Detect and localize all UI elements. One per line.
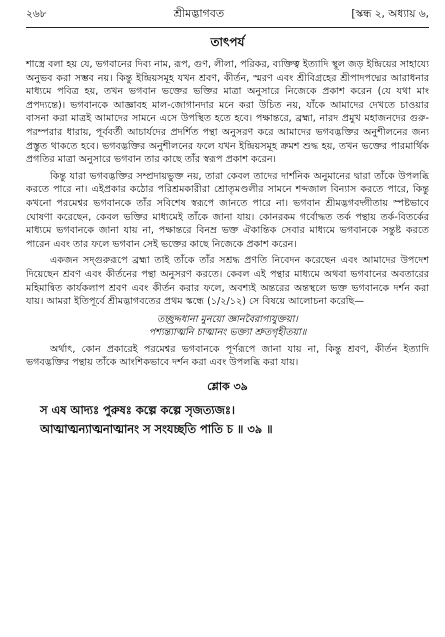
section-title: তাৎপর্য xyxy=(210,35,245,49)
page-header xyxy=(26,0,429,25)
shloka-text xyxy=(40,401,429,439)
chapter-reference: [স্কন্ধ ২, অধ্যায় ৬, xyxy=(351,8,429,20)
quoted-verse xyxy=(26,313,429,339)
closing-paragraph: অর্থাৎ, কোন প্রকারেই পরমেশ্বর ভগবানকে পূর্ণরূপে জানা যায় না, কিন্তু শ্রবণ, কীর্তন ইত্যাদি ভগবদ্ভক্তির পন্থায় তাঁকে আংশিকভাবে দর্শন করা এবং উপলব্ধি করা যায়। xyxy=(26,343,429,369)
shloka-line-1: স এষ আদ্যঃ পুরুষঃ কল্পে কল্পে সৃজত্যজঃ। xyxy=(40,402,235,417)
quoted-verse-line-1: তচ্ছ্রদ্দধানা মুনয়ো জ্ঞানবৈরাগ্যযুক্তয়া। xyxy=(157,313,298,325)
shloka-number: শ্লোক ৩৯ xyxy=(207,379,248,393)
purport-paragraph-3: একজন সদ্গুরুরূপে ব্রহ্মা তাই তাঁকে তাঁর সশ্রদ্ধ প্রণতি নিবেদন করেছেন এবং আমাদের উপদেশ দিয়েছেন শ্রবণ এবং কীর্তনের পন্থা অনুসরণ করতে। কেবল এই পন্থার মাধ্যমে অথবা ভগবানের অবতারের মহিমান্বিত কার্যকলাপ শ্রবণ এবং কীর্তন করার ফলে, অবশ্যই অন্তরের অন্তস্থলে ভক্ত ভগবানকে দর্শন করা যায়। আমরা ইতিপূর্বে শ্রীমদ্ভাগবতের প্রথম স্কন্ধে (১/২/১২) সে বিষয়ে আলোচনা করেছি— xyxy=(26,255,429,308)
purport-paragraph-2: কিন্তু যারা ভগবদ্ভক্তির সম্প্রদায়ভুক্ত নয়, তারা কেবল তাদের দার্শনিক অনুমানের দ্বারা তাঁকে উপলব্ধি করতে পারে না। এইপ্রকার কঠোর পরিশ্রমকারীরা শ্রোতৃমণ্ডলীর সামনে শব্দজাল বিন্যাস করতে পারে, কিন্তু কখনো পরমেশ্বর ভগবানকে তাঁর সবিশেষ স্বরূপে জানতে পারে না। ভগবান শ্রীমদ্ভগবদ্গীতায় স্পষ্টভাবে ঘোষণা করেছেন, কেবল ভক্তির মাধ্যমেই তাঁকে জানা যায়। কোনরকম গর্বোদ্ধত তর্ক পন্থায় তর্ক-বিতর্কের মাধ্যমে ভগবানকে জানা যায় না, পক্ষান্তরে বিনম্র ভক্ত ঐকান্তিক সেবার মাধ্যমে ভগবানকে সন্তুষ্ট করতে পারেন এবং তার ফলে ভগবান সেই ভক্তের কাছে নিজেকে প্রকাশ করেন। xyxy=(26,170,429,250)
book-title: শ্রীমদ্ভাগবত xyxy=(173,7,225,20)
header-divider xyxy=(26,27,429,28)
purport-paragraph-1: শাস্ত্রে বলা হয় যে, ভগবানের দিব্য নাম, রূপ, গুণ, লীলা, পরিকর, ব্যক্তিত্ব ইত্যাদি স্থূল জড় ইন্দ্রিয়ের সাহায্যে অনুভব করা সম্ভব নয়। কিন্তু ইন্দ্রিয়সমূহ যখন শ্রবণ, কীর্তন, স্মরণ এবং শ্রীবিগ্রহের শ্রীপাদপদ্মের আরাধনার মাধ্যমে পবিত্র হয়, তখন ভগবান ভক্তের ভক্তির মাত্রা অনুসারে নিজেকে প্রকাশ করেন (যে যথা মাং প্রপদ্যন্তে)। ভগবানকে আজ্ঞাবহ মাল-জোগানদার মনে করা উচিত নয়, যাঁকে আমাদের দেখতে চাওয়ার বাসনা করা মাত্রই আমাদের সামনে এসে উপস্থিত হতে হবে। পক্ষান্তরে, ব্রহ্মা, নারদ প্রমুখ মহাজনদের গুরু-পরম্পরার ধারায়, পূর্ববর্তী আচার্যদের প্রদর্শিত পন্থা অনুসরণ করে আমাদের ভগবদ্ভক্তির অনুশীলনের জন্য প্রস্তুত থাকতে হবে। ভগবদ্ভক্তির অনুশীলনের ফলে যখন ইন্দ্রিয়সমূহ ক্রমশ শুদ্ধ হয়, তখন ভক্তের পারমার্থিক প্রগতির মাত্রা অনুসারে ভগবান তার কাছে তাঁর স্বরূপ প্রকাশ করেন। xyxy=(26,59,429,166)
quoted-verse-line-2: পশ্যন্ত্যাত্মনি চাত্মানং ভক্ত্যা শ্রুতগৃহীতয়া॥ xyxy=(148,326,307,338)
page-number: ২৬৮ xyxy=(26,8,47,20)
shloka-line-2: আত্মাত্মন্যাত্মনাত্মানং স সংযচ্ছতি পাতি চ ॥ ৩৯ ॥ xyxy=(40,421,273,436)
